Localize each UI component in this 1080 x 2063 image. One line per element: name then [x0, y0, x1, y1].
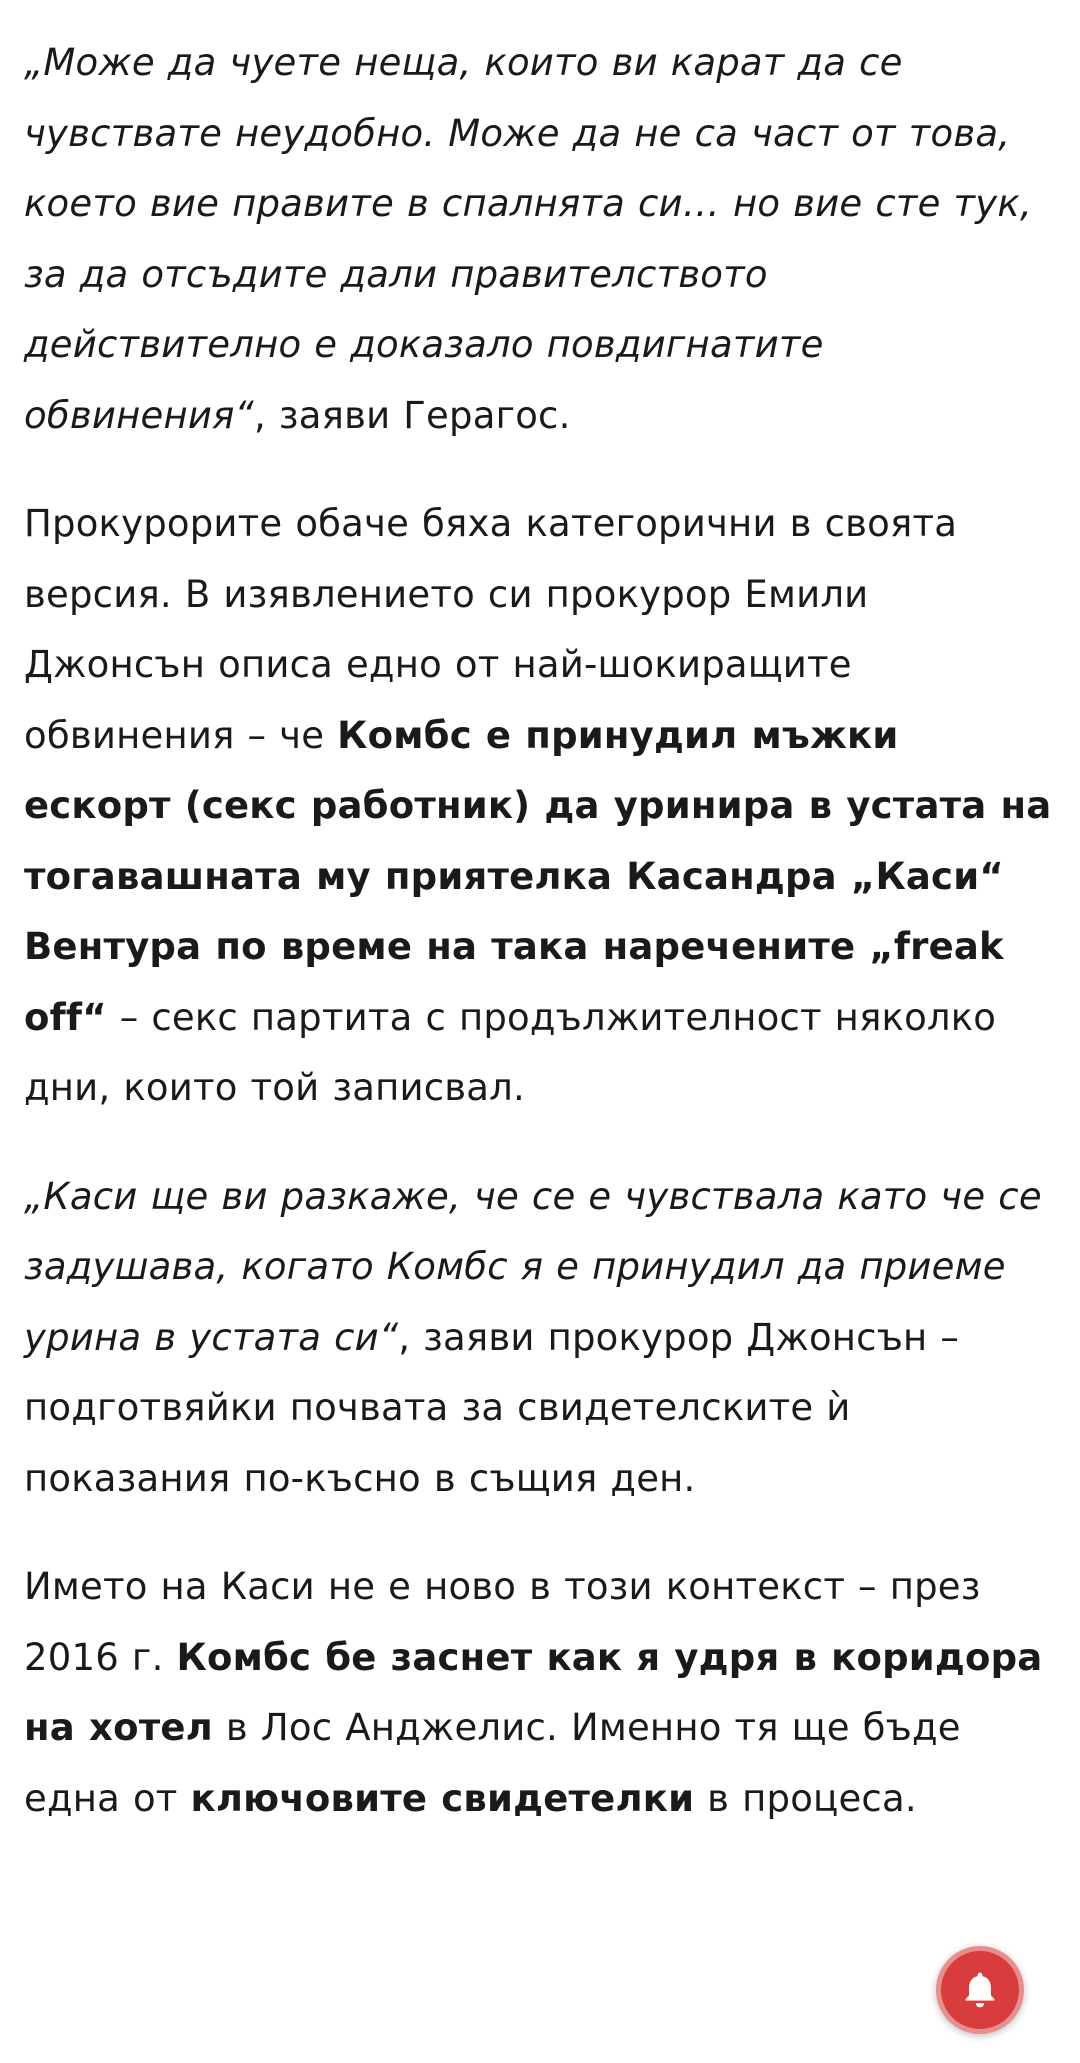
- prosecution-tail: – секс партита с продължителност няколко дни, които той записвал.: [24, 995, 997, 1109]
- notification-bell-button[interactable]: [936, 1946, 1024, 2034]
- prosecution-allegation: Комбс е принудил мъжки ескорт (секс работник) да уринира в устата на тогавашната му приятелка Касандра „Каси“ Вентура по време на така наречените „freak off“: [24, 713, 1052, 1039]
- article-body: [0, 28, 1080, 1834]
- paragraph-johnson-quote: [24, 1162, 1054, 1515]
- bell-icon: [958, 1968, 1002, 2012]
- attribution-geragos: , заяви Герагос.: [253, 393, 571, 437]
- paragraph-cassie-context: [24, 1552, 1054, 1834]
- quote-geragos: „Може да чуете неща, които ви карат да се чувствате неудобно. Може да не са част от това, което вие правите в спалнята си… но вие сте тук, за да отсъдите дали правителството действително е доказало повдигнатите обвинения“: [24, 41, 1032, 437]
- quote-johnson: „Каси ще ви разкаже, че се е чувствала като че се задушава, когато Комбс я е принудил да приеме урина в устата си“: [24, 1174, 1042, 1359]
- context-mid: в Лос Анджелис. Именно тя ще бъде една от: [24, 1706, 961, 1820]
- context-bold-incident: Комбс бе заснет как я удря в коридора на хотел: [24, 1635, 1043, 1749]
- context-tail: в процеса.: [694, 1776, 917, 1820]
- context-bold-witness: ключовите свидетелки: [190, 1776, 695, 1820]
- paragraph-prosecution: [24, 489, 1054, 1124]
- attribution-johnson: , заяви прокурор Джонсън – подготвяйки почвата за свидетелските ѝ показания по-късно в същия ден.: [24, 1315, 960, 1500]
- prosecution-lead: Прокурорите обаче бяха категорични в своята версия. В изявлението си прокурор Емили Джонсън описа едно от най-шокиращите обвинения – че: [24, 502, 958, 757]
- context-lead: Името на Каси не е ново в този контекст – през 2016 г.: [24, 1565, 981, 1679]
- paragraph-geragos-quote: [24, 28, 1054, 451]
